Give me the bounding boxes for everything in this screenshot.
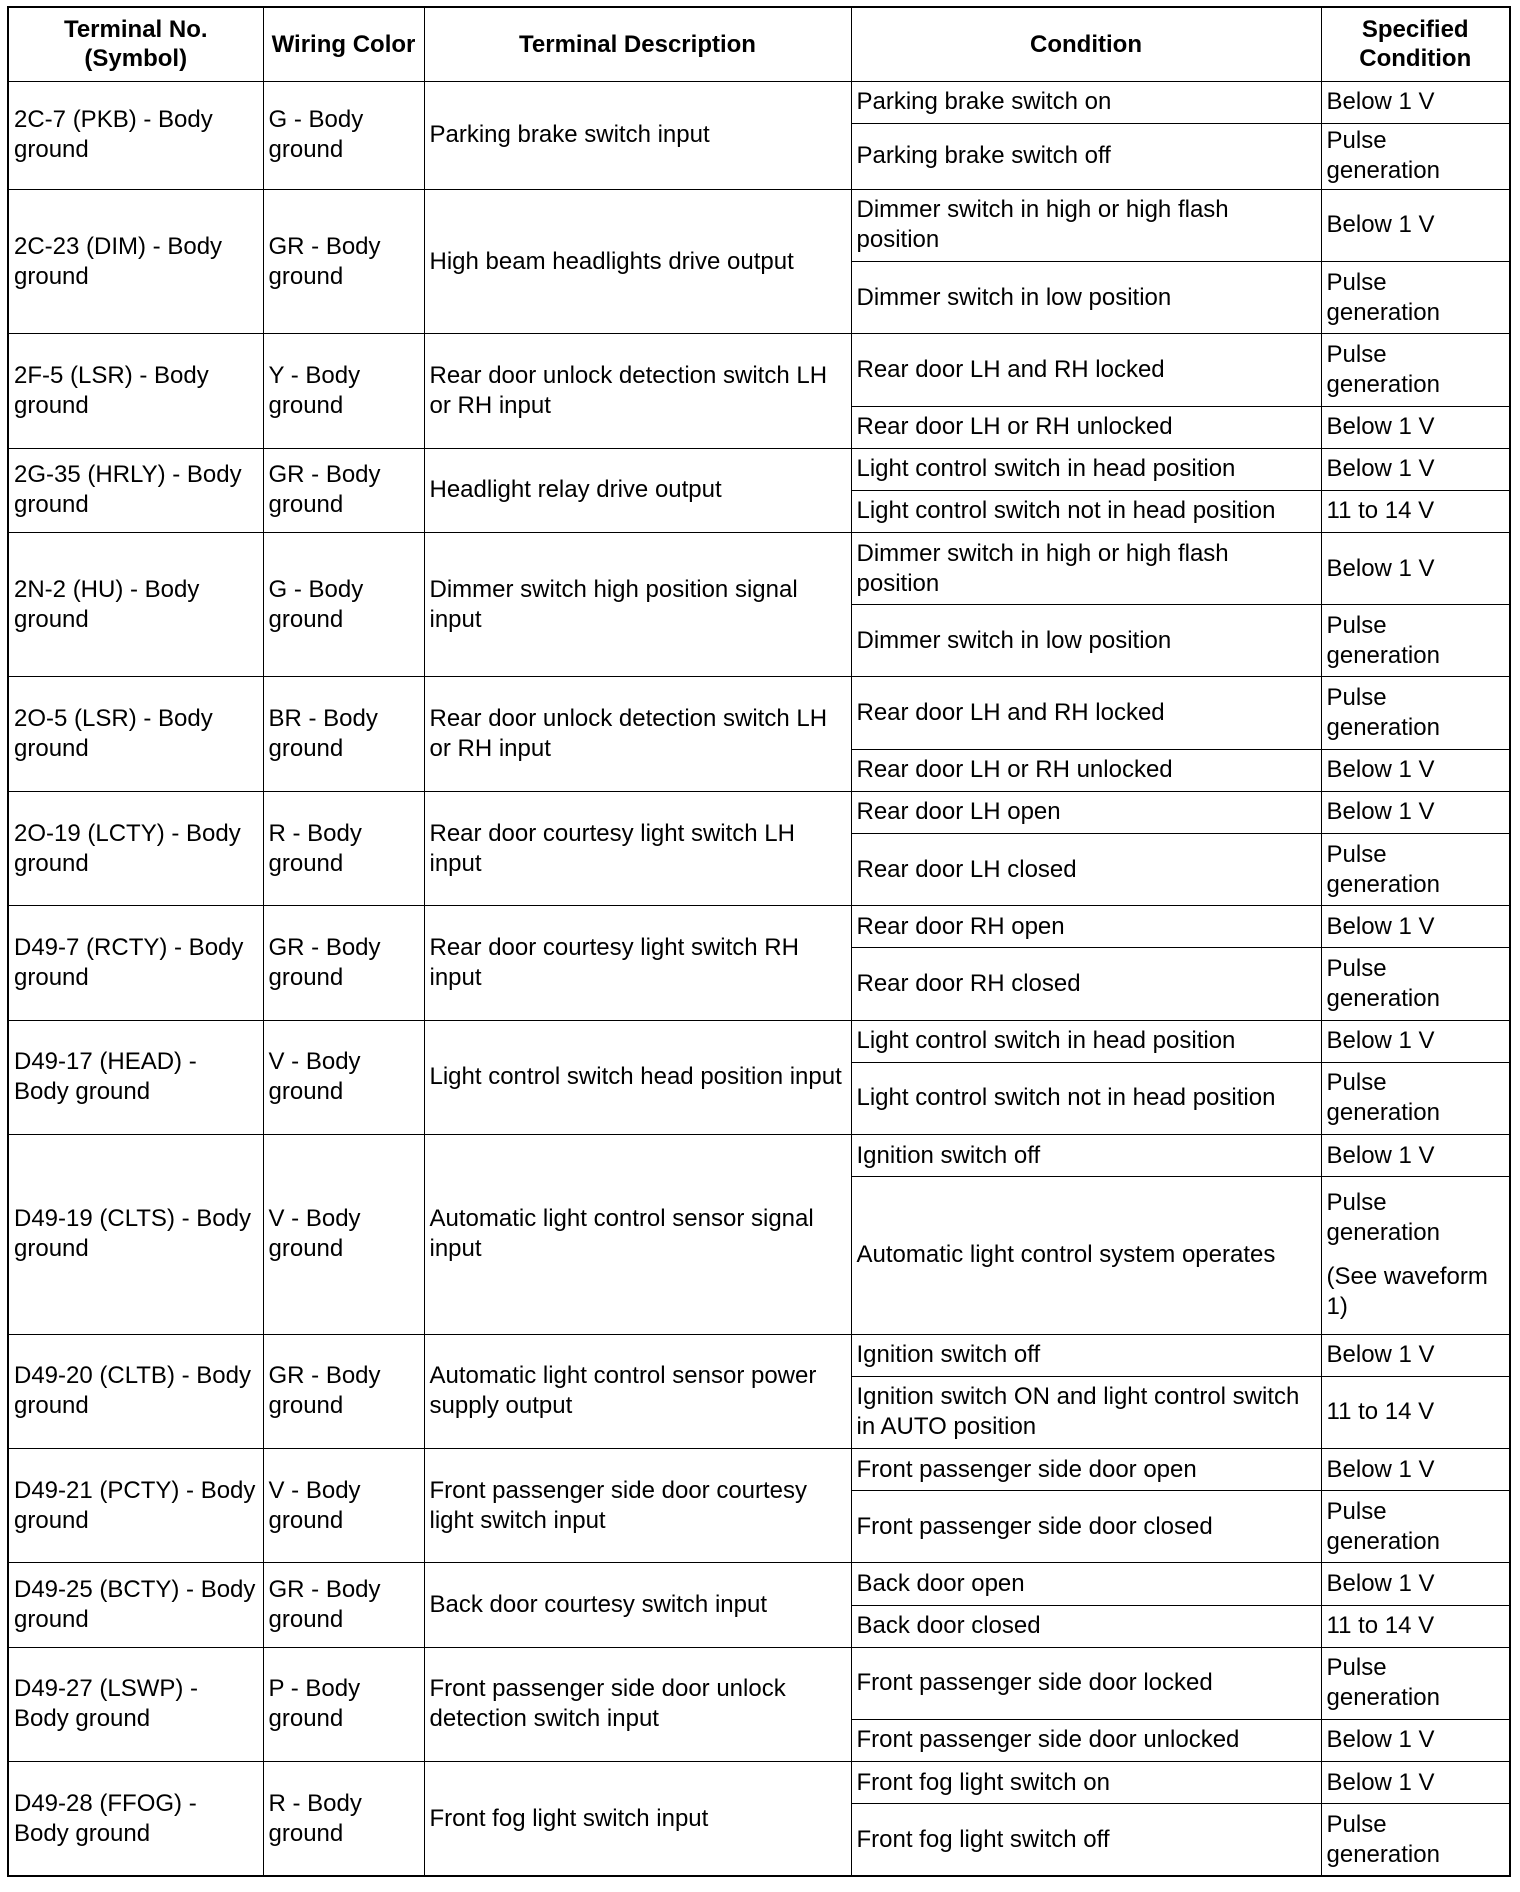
terminal-description-cell: Light control switch head position input (424, 1020, 851, 1134)
specified-condition-cell: Pulse generation (1321, 1804, 1510, 1876)
condition-cell: Light control switch in head position (851, 1020, 1321, 1062)
wiring-color-cell: GR - Body ground (263, 1334, 424, 1448)
wiring-color-cell: GR - Body ground (263, 448, 424, 532)
specified-condition-cell: Below 1 V (1321, 906, 1510, 948)
wiring-color-cell: G - Body ground (263, 81, 424, 189)
condition-cell: Parking brake switch off (851, 123, 1321, 189)
table-row (8, 334, 1510, 406)
specified-condition-cell: Below 1 V (1321, 406, 1510, 448)
terminal-cell: D49-19 (CLTS) - Body ground (8, 1134, 263, 1334)
table-row (8, 532, 1510, 604)
specified-condition-cell: Pulse generation (1321, 1062, 1510, 1134)
condition-cell: Parking brake switch on (851, 81, 1321, 123)
condition-cell: Rear door LH or RH unlocked (851, 749, 1321, 791)
terminal-cell: D49-25 (BCTY) - Body ground (8, 1563, 263, 1647)
terminal-cell: D49-7 (RCTY) - Body ground (8, 906, 263, 1020)
wiring-color-cell: V - Body ground (263, 1020, 424, 1134)
terminal-cell: D49-21 (PCTY) - Body ground (8, 1448, 263, 1562)
condition-cell: Light control switch in head position (851, 448, 1321, 490)
condition-cell: Ignition switch off (851, 1334, 1321, 1376)
condition-cell: Back door closed (851, 1605, 1321, 1647)
specified-condition-cell: Pulse generation (1321, 948, 1510, 1020)
specified-condition-cell: Below 1 V (1321, 189, 1510, 261)
condition-cell: Dimmer switch in high or high flash position (851, 532, 1321, 604)
specified-condition-cell: 11 to 14 V (1321, 490, 1510, 532)
specified-condition-cell: Pulse generation (1321, 334, 1510, 406)
terminal-cell: 2C-23 (DIM) - Body ground (8, 189, 263, 333)
table-body (8, 81, 1510, 1876)
condition-cell: Rear door LH or RH unlocked (851, 406, 1321, 448)
specified-condition-cell: Below 1 V (1321, 81, 1510, 123)
terminal-description-cell: Dimmer switch high position signal input (424, 532, 851, 676)
terminal-description-cell: Parking brake switch input (424, 81, 851, 189)
terminal-description-cell: Rear door unlock detection switch LH or RH input (424, 334, 851, 448)
terminal-cell: D49-27 (LSWP) - Body ground (8, 1647, 263, 1761)
terminal-description-cell: Front passenger side door unlock detection switch input (424, 1647, 851, 1761)
condition-cell: Front passenger side door open (851, 1448, 1321, 1490)
terminal-description-cell: Front fog light switch input (424, 1762, 851, 1876)
wiring-color-cell: Y - Body ground (263, 334, 424, 448)
condition-cell: Rear door LH and RH locked (851, 334, 1321, 406)
waveform-note: (See waveform 1) (1326, 1263, 1488, 1321)
table-row (8, 1647, 1510, 1719)
terminal-cell: 2O-19 (LCTY) - Body ground (8, 791, 263, 905)
terminal-description-cell: Automatic light control sensor power supply output (424, 1334, 851, 1448)
specified-condition-cell: Below 1 V (1321, 749, 1510, 791)
specified-condition-cell: Below 1 V (1321, 1020, 1510, 1062)
terminal-description-cell: Headlight relay drive output (424, 448, 851, 532)
table-row (8, 1448, 1510, 1490)
specified-condition-cell: Below 1 V (1321, 1762, 1510, 1804)
wiring-color-cell: GR - Body ground (263, 906, 424, 1020)
specified-condition-cell: Pulse generation (1321, 677, 1510, 749)
condition-cell: Front passenger side door locked (851, 1647, 1321, 1719)
header-wiring-color: Wiring Color (263, 7, 424, 81)
terminal-description-cell: Front passenger side door courtesy light switch input (424, 1448, 851, 1562)
terminal-cell: 2C-7 (PKB) - Body ground (8, 81, 263, 189)
table-row (8, 1334, 1510, 1376)
specified-condition-cell: Below 1 V (1321, 1134, 1510, 1176)
table-row (8, 677, 1510, 749)
specified-condition-cell: Pulse generation (1321, 1647, 1510, 1719)
wiring-color-cell: P - Body ground (263, 1647, 424, 1761)
condition-cell: Front passenger side door closed (851, 1491, 1321, 1563)
terminal-cell: 2O-5 (LSR) - Body ground (8, 677, 263, 791)
condition-cell: Dimmer switch in low position (851, 605, 1321, 677)
specified-condition-cell: 11 to 14 V (1321, 1376, 1510, 1448)
terminal-description-cell: Rear door courtesy light switch LH input (424, 791, 851, 905)
header-terminal: Terminal No. (Symbol) (8, 7, 263, 81)
condition-cell: Automatic light control system operates (851, 1177, 1321, 1335)
condition-cell: Rear door LH and RH locked (851, 677, 1321, 749)
wiring-color-cell: GR - Body ground (263, 1563, 424, 1647)
condition-cell: Ignition switch off (851, 1134, 1321, 1176)
table-row (8, 791, 1510, 833)
wiring-color-cell: R - Body ground (263, 1762, 424, 1876)
table-row (8, 906, 1510, 948)
table-row (8, 81, 1510, 123)
condition-cell: Rear door LH open (851, 791, 1321, 833)
table-row (8, 1134, 1510, 1176)
table-row (8, 448, 1510, 490)
terminal-description-cell: Automatic light control sensor signal input (424, 1134, 851, 1334)
terminal-description-cell: Back door courtesy switch input (424, 1563, 851, 1647)
header-specified-condition: Specified Condition (1321, 7, 1510, 81)
condition-cell: Front fog light switch off (851, 1804, 1321, 1876)
condition-cell: Front passenger side door unlocked (851, 1719, 1321, 1761)
condition-cell: Front fog light switch on (851, 1762, 1321, 1804)
wiring-color-cell: BR - Body ground (263, 677, 424, 791)
terminal-table (7, 6, 1511, 1877)
specified-condition-cell: 11 to 14 V (1321, 1605, 1510, 1647)
header-terminal-description: Terminal Description (424, 7, 851, 81)
specified-condition-cell: Pulse generation (1321, 1491, 1510, 1563)
header-row (8, 7, 1510, 81)
table-row (8, 1762, 1510, 1804)
terminal-cell: 2N-2 (HU) - Body ground (8, 532, 263, 676)
table-row (8, 1563, 1510, 1605)
condition-cell: Dimmer switch in high or high flash position (851, 189, 1321, 261)
specified-condition-cell: Pulse generation (1321, 262, 1510, 334)
condition-cell: Light control switch not in head position (851, 1062, 1321, 1134)
specified-condition-cell: Below 1 V (1321, 791, 1510, 833)
specified-condition-cell: Pulse generation (1321, 833, 1510, 905)
terminal-description-cell: Rear door unlock detection switch LH or RH input (424, 677, 851, 791)
condition-cell: Dimmer switch in low position (851, 262, 1321, 334)
specified-condition-value: Pulse generation (1326, 1189, 1440, 1247)
specified-condition-cell: Pulse generation (1321, 123, 1510, 189)
wiring-color-cell: V - Body ground (263, 1134, 424, 1334)
table-row (8, 189, 1510, 261)
specified-condition-cell: Below 1 V (1321, 532, 1510, 604)
wiring-color-cell: G - Body ground (263, 532, 424, 676)
specified-condition-cell: Below 1 V (1321, 1334, 1510, 1376)
specified-condition-cell (1321, 1177, 1510, 1335)
specified-condition-cell: Pulse generation (1321, 605, 1510, 677)
specified-condition-cell: Below 1 V (1321, 1563, 1510, 1605)
condition-cell: Rear door LH closed (851, 833, 1321, 905)
condition-cell: Rear door RH open (851, 906, 1321, 948)
terminal-cell: D49-28 (FFOG) - Body ground (8, 1762, 263, 1876)
condition-cell: Rear door RH closed (851, 948, 1321, 1020)
terminal-cell: D49-20 (CLTB) - Body ground (8, 1334, 263, 1448)
condition-cell: Ignition switch ON and light control switch in AUTO position (851, 1376, 1321, 1448)
condition-cell: Light control switch not in head position (851, 490, 1321, 532)
condition-cell: Back door open (851, 1563, 1321, 1605)
specified-condition-cell: Below 1 V (1321, 1719, 1510, 1761)
terminal-cell: 2F-5 (LSR) - Body ground (8, 334, 263, 448)
wiring-color-cell: GR - Body ground (263, 189, 424, 333)
terminal-cell: D49-17 (HEAD) - Body ground (8, 1020, 263, 1134)
table-row (8, 1020, 1510, 1062)
terminal-cell: 2G-35 (HRLY) - Body ground (8, 448, 263, 532)
wiring-color-cell: R - Body ground (263, 791, 424, 905)
wiring-color-cell: V - Body ground (263, 1448, 424, 1562)
terminal-description-cell: High beam headlights drive output (424, 189, 851, 333)
specified-condition-cell: Below 1 V (1321, 1448, 1510, 1490)
header-condition: Condition (851, 7, 1321, 81)
specified-condition-cell: Below 1 V (1321, 448, 1510, 490)
terminal-description-cell: Rear door courtesy light switch RH input (424, 906, 851, 1020)
